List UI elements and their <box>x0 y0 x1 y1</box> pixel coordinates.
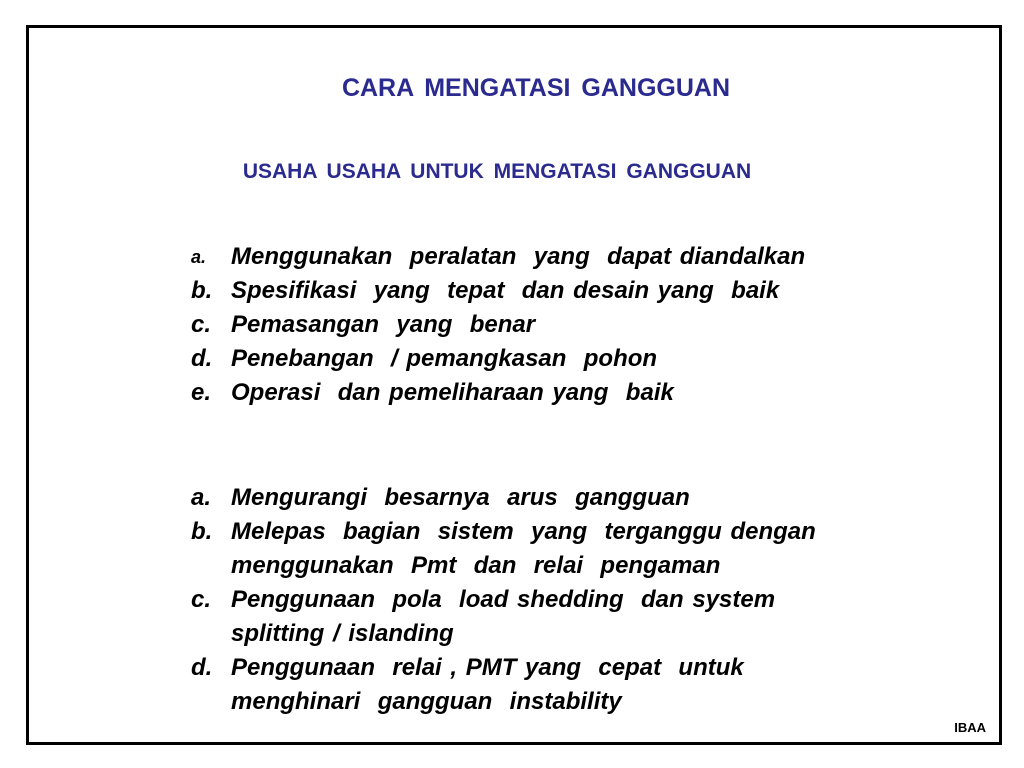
list-marker: c. <box>191 311 212 338</box>
footer-label: IBAA <box>954 720 986 735</box>
list-item <box>191 515 816 549</box>
list-item-text: splitting / islanding <box>231 620 454 647</box>
list-marker: a. <box>191 247 207 267</box>
list-item-continuation <box>191 685 816 719</box>
list-item <box>191 240 805 274</box>
list-marker: b. <box>191 518 213 545</box>
list-item-text: Pemasangan yang benar <box>231 311 536 338</box>
list-item-text: Menggunakan peralatan yang dapat diandalkan <box>231 243 806 270</box>
list-item-text: Penebangan / pemangkasan pohon <box>231 345 658 372</box>
list-marker: e. <box>191 379 212 406</box>
list-item <box>191 651 816 685</box>
list-item-text: Penggunaan pola load shedding dan system <box>231 586 776 613</box>
list-item <box>191 342 805 376</box>
list-marker-spacer <box>191 549 231 583</box>
mitigation-list <box>191 481 816 719</box>
list-item-text: Spesifikasi yang tepat dan desain yang baik <box>231 277 780 304</box>
list-marker-spacer <box>191 617 231 651</box>
list-item-text: menggunakan Pmt dan relai pengaman <box>231 552 721 579</box>
list-marker: d. <box>191 345 213 372</box>
list-item <box>191 376 805 410</box>
list-item <box>191 274 805 308</box>
list-item <box>191 583 816 617</box>
list-marker: c. <box>191 586 212 613</box>
page-title: CARA MENGATASI GANGGUAN <box>341 74 731 102</box>
list-item-text: menghinari gangguan instability <box>231 688 622 715</box>
list-item-text: Penggunaan relai , PMT yang cepat untuk <box>231 654 744 681</box>
prevention-list <box>191 240 805 410</box>
list-item-continuation <box>191 549 816 583</box>
list-item-text: Operasi dan pemeliharaan yang baik <box>231 379 674 406</box>
list-marker: a. <box>191 484 212 511</box>
list-marker-spacer <box>191 685 231 719</box>
list-item <box>191 308 805 342</box>
list-item <box>191 481 816 515</box>
page-subtitle: USAHA USAHA UNTUK MENGATASI GANGGUAN <box>242 160 752 183</box>
list-item-text: Mengurangi besarnya arus gangguan <box>231 484 690 511</box>
list-item-text: Melepas bagian sistem yang terganggu dengan <box>231 518 816 545</box>
list-marker: d. <box>191 654 213 681</box>
list-marker: b. <box>191 277 213 304</box>
list-item-continuation <box>191 617 816 651</box>
